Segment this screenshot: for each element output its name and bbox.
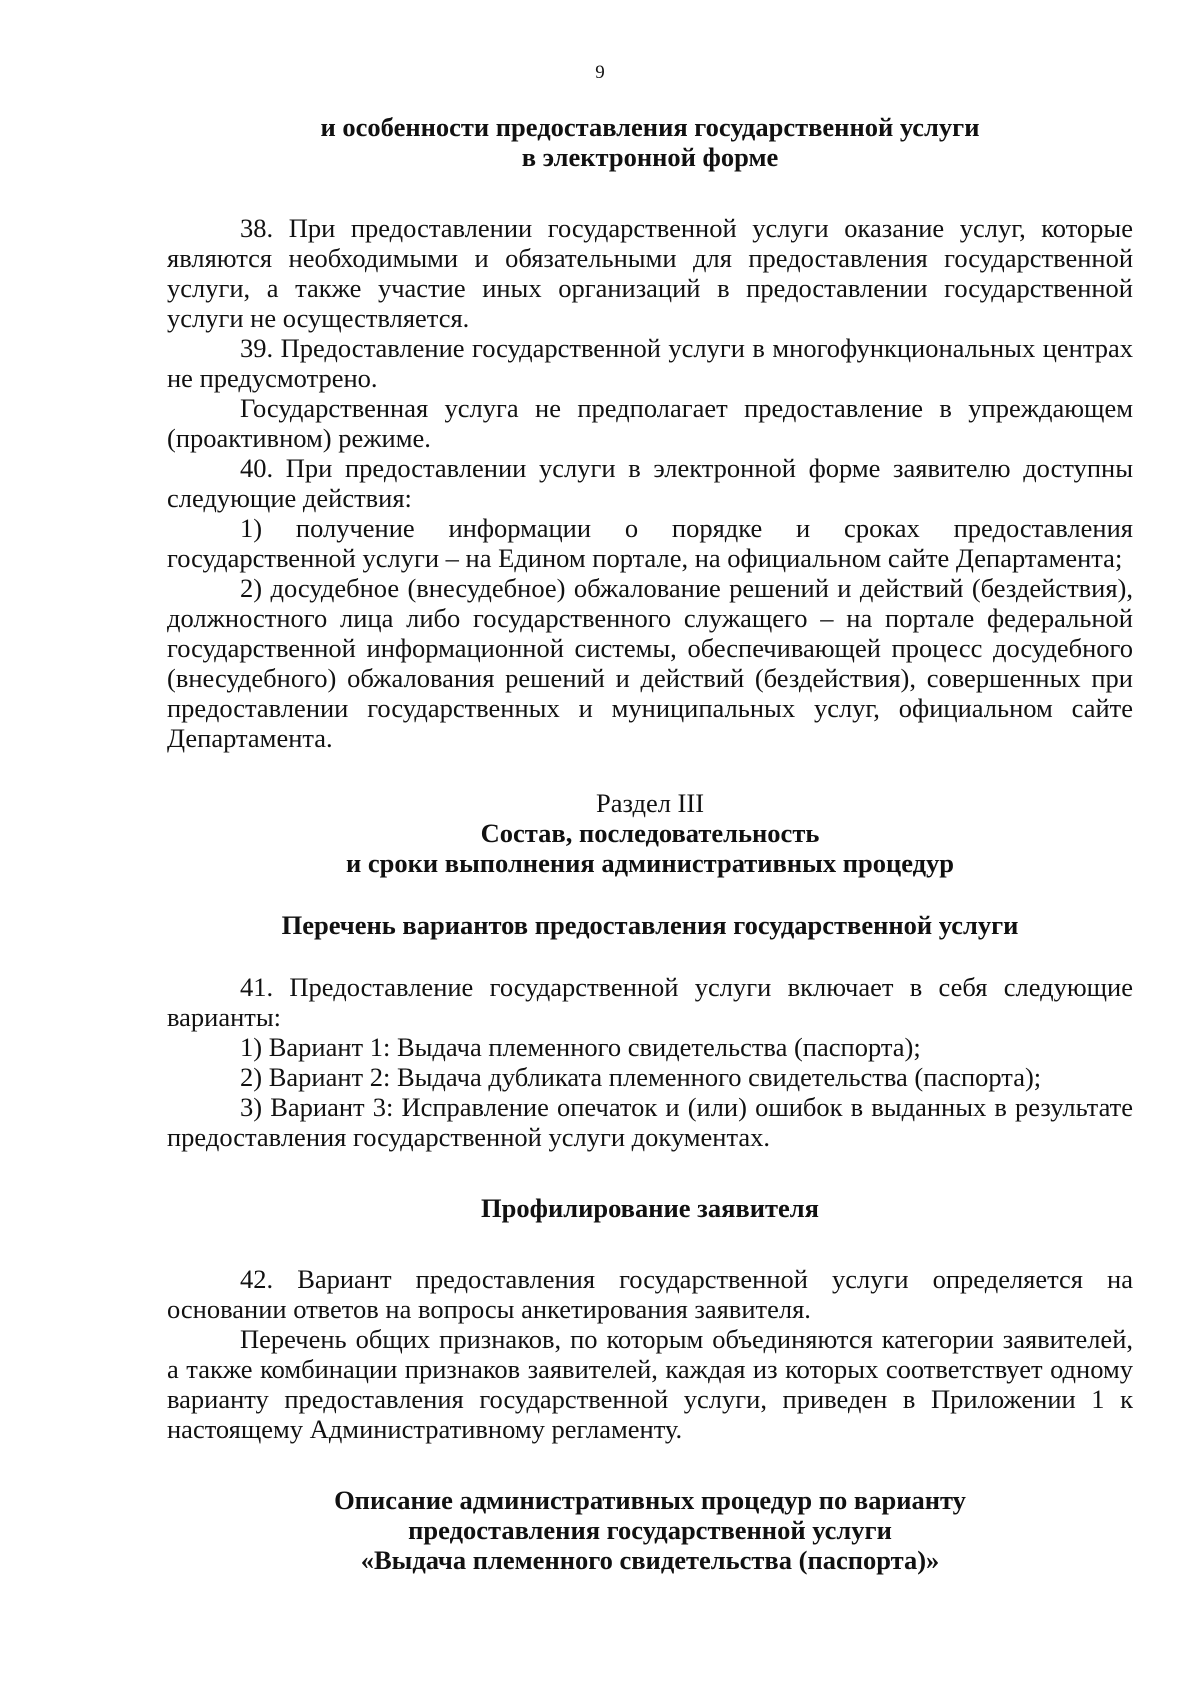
heading-line: и особенности предоставления государственной услуги [320,112,980,142]
paragraph-40: 40. При предоставлении услуги в электронной форме заявителю доступны следующие действия: [167,453,1133,513]
section-title [167,818,1133,878]
variant-1: 1) Вариант 1: Выдача племенного свидетельства (паспорта); [240,1032,921,1062]
section-label: Раздел III [595,788,705,818]
variant-3: 3) Вариант 3: Исправление опечаток и (или) ошибок в выданных в результате предоставления государственной услуги документах. [167,1092,1133,1152]
heading-electronic-form [167,112,1133,172]
section-title-line: Состав, последовательность [480,818,820,848]
paragraph-38: 38. При предоставлении государственной услуги оказание услуг, которые являются необходимыми и обязательными для предоставления государственной услуги, а также участие иных организаций в предоставлении государственной услуги не осуществляется. [167,213,1133,333]
page-number: 9 [595,62,605,83]
paragraph-proactive: Государственная услуга не предполагает предоставление в упреждающем (проактивном) режиме. [167,393,1133,453]
paragraph-39: 39. Предоставление государственной услуги в многофункциональных центрах не предусмотрено. [167,333,1133,393]
heading-procedure-description [167,1485,1133,1575]
heading-line: предоставления государственной услуги [408,1515,892,1545]
heading-variants: Перечень вариантов предоставления государственной услуги [281,910,1019,940]
paragraph-40-item-2: 2) досудебное (внесудебное) обжалование решений и действий (бездействия), должностного лица либо государственного служащего – на портале федеральной государственной информационной системы, обеспечивающей процесс досудебного (внесудебного) обжалования решений и действий (бездействия), совершенных при предоставлении государственных и муниципальных услуг, официальном сайте Департамента. [167,573,1133,753]
paragraph-criteria: Перечень общих признаков, по которым объединяются категории заявителей, а также комбинации признаков заявителей, каждая из которых соответствует одному варианту предоставления государственной услуги, приведен в Приложении 1 к настоящему Административному регламенту. [167,1324,1133,1444]
heading-line: Описание административных процедур по варианту [334,1485,966,1515]
paragraph-40-item-1: 1) получение информации о порядке и сроках предоставления государственной услуги – на Едином портале, на официальном сайте Департамента; [167,513,1133,573]
heading-line: «Выдача племенного свидетельства (паспорта)» [360,1545,940,1575]
variant-2: 2) Вариант 2: Выдача дубликата племенного свидетельства (паспорта); [240,1062,1042,1092]
document-body [167,112,1133,1575]
heading-profiling: Профилирование заявителя [481,1193,819,1223]
heading-line: в электронной форме [521,142,779,172]
paragraph-41: 41. Предоставление государственной услуги включает в себя следующие варианты: [167,972,1133,1032]
paragraph-42: 42. Вариант предоставления государственной услуги определяется на основании ответов на вопросы анкетирования заявителя. [167,1264,1133,1324]
section-title-line: и сроки выполнения административных процедур [345,848,955,878]
